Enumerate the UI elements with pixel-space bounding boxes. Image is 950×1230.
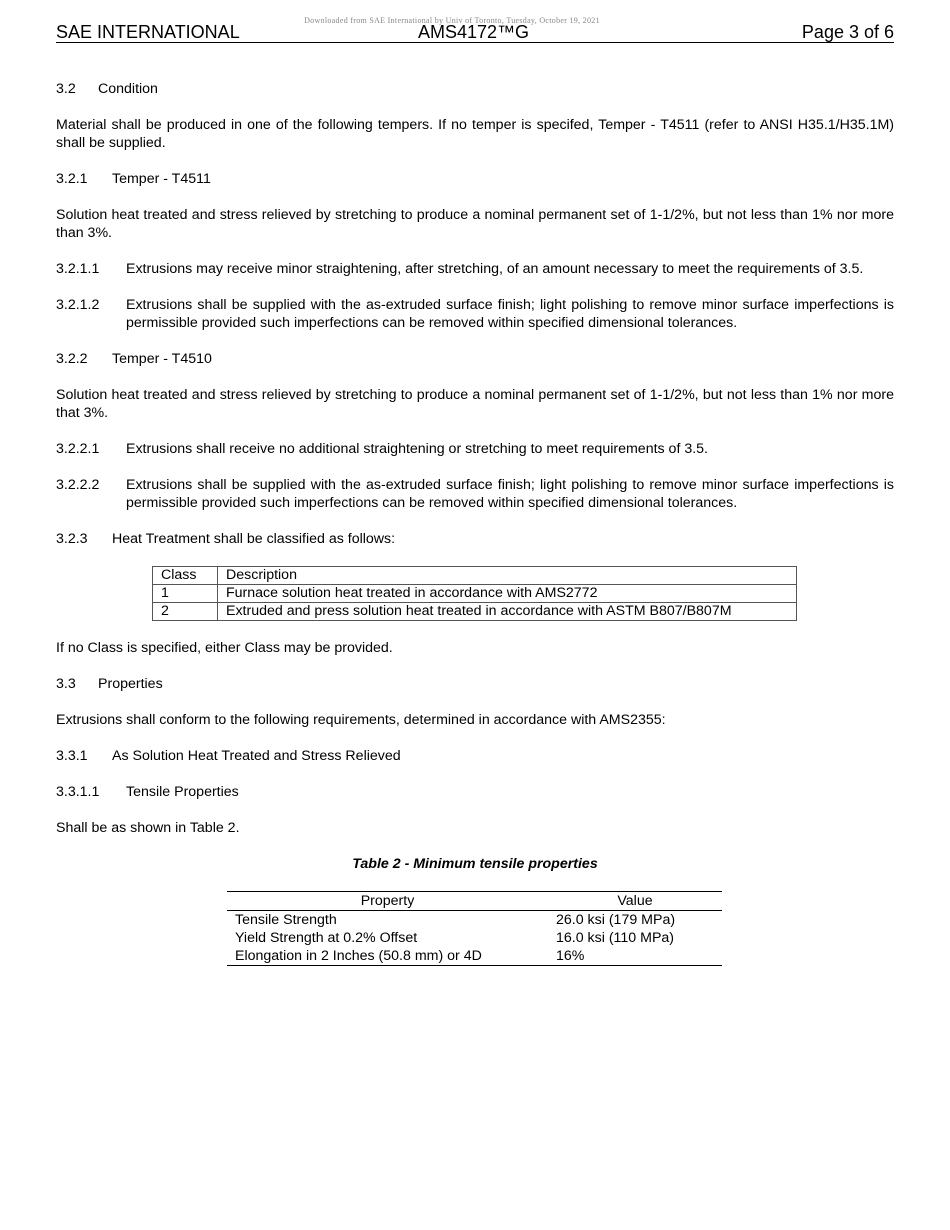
description-cell: Extruded and press solution heat treated in accordance with ASTM B807/B807M bbox=[218, 603, 797, 621]
class-cell: 2 bbox=[153, 603, 218, 621]
property-cell: Yield Strength at 0.2% Offset bbox=[235, 930, 418, 946]
property-cell: Elongation in 2 Inches (50.8 mm) or 4D bbox=[235, 948, 482, 964]
description-cell: Furnace solution heat treated in accordance with AMS2772 bbox=[218, 585, 797, 603]
section-text: Extrusions shall be supplied with the as-extruded surface finish; light polishing to remove minor surface imperfections is permissible provided such imperfections can be removed within specified dimensional tolerances. bbox=[126, 297, 894, 331]
table-row bbox=[153, 603, 797, 621]
section-title: Condition bbox=[98, 81, 158, 97]
section-number: 3.2.1.1 bbox=[56, 261, 100, 277]
section-number: 3.3.1 bbox=[56, 748, 88, 764]
value-cell: 16.0 ksi (110 MPa) bbox=[556, 930, 675, 946]
section-number: 3.3.1.1 bbox=[56, 784, 100, 800]
column-header-description: Description bbox=[218, 567, 797, 585]
section-title: Tensile Properties bbox=[126, 784, 239, 800]
column-header-class: Class bbox=[153, 567, 218, 585]
section-title: Temper - T4510 bbox=[112, 351, 212, 367]
section-3-2-3-heading bbox=[56, 530, 894, 548]
section-3-2-1-1 bbox=[56, 260, 894, 278]
page-number: Page 3 of 6 bbox=[801, 22, 894, 42]
table-2-caption: Table 2 - Minimum tensile properties bbox=[352, 856, 598, 872]
table-row bbox=[227, 929, 722, 947]
section-3-3-1-heading bbox=[56, 747, 894, 765]
table-row bbox=[153, 585, 797, 603]
class-note: If no Class is specified, either Class may be provided. bbox=[56, 640, 393, 656]
document-number: AMS4172™G bbox=[418, 22, 530, 42]
section-3-2-1-2 bbox=[56, 296, 894, 332]
value-cell: 16% bbox=[556, 948, 585, 964]
section-3-2-1-heading bbox=[56, 170, 894, 188]
class-cell: 1 bbox=[153, 585, 218, 603]
section-3-3-1-1-paragraph: Shall be as shown in Table 2. bbox=[56, 820, 240, 836]
page-header bbox=[56, 22, 894, 43]
table-row bbox=[227, 911, 722, 930]
section-3-2-paragraph: Material shall be produced in one of the following tempers. If no temper is specifed, Temper - T4511 (refer to ANSI H35.1/H35.1M) shall be supplied. bbox=[56, 117, 894, 151]
section-3-3-1-1-heading bbox=[56, 783, 894, 801]
column-header-value: Value bbox=[548, 892, 722, 911]
tensile-properties-table bbox=[227, 891, 722, 966]
section-number: 3.2.2 bbox=[56, 351, 88, 367]
table-row bbox=[227, 947, 722, 966]
section-title: Heat Treatment shall be classified as follows: bbox=[112, 531, 396, 547]
column-header-property: Property bbox=[227, 892, 548, 911]
section-number: 3.2.1.2 bbox=[56, 297, 100, 313]
section-3-2-1-paragraph: Solution heat treated and stress relieved by stretching to produce a nominal permanent set of 1-1/2%, but not less than 1% nor more than 3%. bbox=[56, 207, 894, 241]
section-3-2-2-paragraph: Solution heat treated and stress relieved by stretching to produce a nominal permanent set of 1-1/2%, but not less than 1% nor more that 3%. bbox=[56, 387, 894, 421]
section-title: Temper - T4511 bbox=[112, 171, 211, 187]
section-3-2-2-heading bbox=[56, 350, 894, 368]
section-number: 3.2 bbox=[56, 81, 76, 97]
section-title: Properties bbox=[98, 676, 163, 692]
section-3-3-heading bbox=[56, 675, 894, 693]
section-title: As Solution Heat Treated and Stress Relieved bbox=[112, 748, 401, 764]
section-text: Extrusions shall receive no additional straightening or stretching to meet requirements of 3.5. bbox=[126, 441, 708, 457]
section-3-2-2-2 bbox=[56, 476, 894, 512]
section-3-2-2-1 bbox=[56, 440, 894, 458]
table-header-row bbox=[153, 567, 797, 585]
property-cell: Tensile Strength bbox=[235, 912, 337, 928]
section-number: 3.2.3 bbox=[56, 531, 88, 547]
org-name: SAE INTERNATIONAL bbox=[56, 22, 240, 42]
section-number: 3.2.2.2 bbox=[56, 477, 100, 493]
section-3-3-paragraph: Extrusions shall conform to the following requirements, determined in accordance with AMS2355: bbox=[56, 712, 666, 728]
section-text: Extrusions may receive minor straightening, after stretching, of an amount necessary to meet the requirements of 3.5. bbox=[126, 261, 864, 277]
heat-treatment-class-table bbox=[152, 566, 797, 621]
section-3-2-heading bbox=[56, 80, 894, 98]
document-body bbox=[56, 80, 894, 966]
value-cell: 26.0 ksi (179 MPa) bbox=[556, 912, 676, 928]
section-text: Extrusions shall be supplied with the as-extruded surface finish; light polishing to remove minor surface imperfections is permissible provided such imperfections can be removed within specified dimensional tolerances. bbox=[126, 477, 894, 511]
table-header-row bbox=[227, 892, 722, 911]
download-watermark: Downloaded from SAE International by Univ of Toronto, Tuesday, October 19, 2021 bbox=[304, 16, 600, 25]
section-number: 3.2.2.1 bbox=[56, 441, 100, 457]
section-number: 3.3 bbox=[56, 676, 76, 692]
section-number: 3.2.1 bbox=[56, 171, 88, 187]
